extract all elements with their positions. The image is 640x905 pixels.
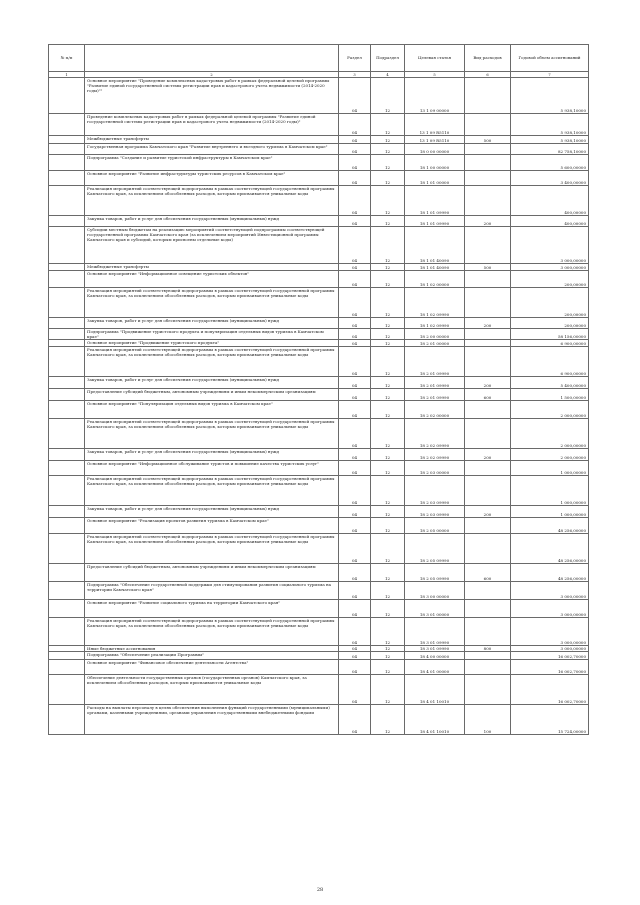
row-section-cell: 04 (339, 144, 371, 155)
row-subsection-cell: 12 (371, 419, 405, 449)
table-body (49, 78, 589, 735)
column-index: 2 (85, 72, 339, 78)
row-subsection-cell: 12 (371, 564, 405, 582)
row-number-cell (49, 155, 85, 171)
row-subsection-cell: 12 (371, 329, 405, 340)
row-amount-cell: 15 724,00000 (511, 705, 589, 735)
row-name-cell: Предоставление субсидий бюджетным, автономным учреждениям и иным некоммерческим организациям (85, 389, 339, 401)
table-row (49, 675, 589, 705)
row-target-article-cell: 18 1 01 09990 (405, 186, 465, 216)
row-amount-cell: 200,00000 (511, 271, 589, 288)
row-name-cell: Реализация мероприятий соответствующей подпрограммы в рамках соответствующей государственной программы Камчатского края, за исключением обособленных расходов, которым присваиваются уникальные коды (85, 534, 339, 564)
row-subsection-cell: 12 (371, 461, 405, 476)
row-target-article-cell: 18 3 01 09990 (405, 618, 465, 646)
row-subsection-cell: 12 (371, 288, 405, 318)
row-section-cell: 04 (339, 186, 371, 216)
row-target-article-cell: 18 1 01 40090 (405, 227, 465, 264)
row-section-cell: 04 (339, 78, 371, 114)
table-row (49, 534, 589, 564)
row-expense-type-cell (465, 419, 511, 449)
row-section-cell: 04 (339, 288, 371, 318)
row-amount-cell: 16 002,70000 (511, 675, 589, 705)
row-expense-type-cell (465, 582, 511, 600)
row-number-cell (49, 136, 85, 144)
row-number-cell (49, 347, 85, 377)
row-expense-type-cell (465, 652, 511, 660)
row-amount-cell: 400,00000 (511, 186, 589, 216)
row-name-cell: Предоставление субсидий бюджетным, автономным учреждениям и иным некоммерческим организациям (85, 564, 339, 582)
row-number-cell (49, 186, 85, 216)
row-target-article-cell: 18 2 02 09990 (405, 419, 465, 449)
col-header-name (85, 45, 339, 72)
row-amount-cell: 48 256,00000 (511, 564, 589, 582)
row-number-cell (49, 329, 85, 340)
row-subsection-cell: 12 (371, 660, 405, 675)
row-expense-type-cell (465, 340, 511, 347)
row-subsection-cell: 12 (371, 652, 405, 660)
row-target-article-cell: 18 1 01 40090 (405, 264, 465, 271)
row-target-article-cell: 13 1 09 R5110 (405, 136, 465, 144)
row-section-cell: 04 (339, 675, 371, 705)
row-amount-cell: 48 256,00000 (511, 518, 589, 534)
row-name-cell: Реализация мероприятий соответствующей подпрограммы в рамках соответствующей государственной программы Камчатского края, за исключением обособленных расходов, которым присваиваются уникальные коды (85, 288, 339, 318)
row-subsection-cell: 12 (371, 506, 405, 518)
table-row (49, 600, 589, 618)
row-amount-cell: 3 000,00000 (511, 582, 589, 600)
row-subsection-cell: 12 (371, 136, 405, 144)
row-number-cell (49, 582, 85, 600)
row-target-article-cell: 18 1 00 00000 (405, 155, 465, 171)
row-target-article-cell: 18 2 03 00000 (405, 461, 465, 476)
row-number-cell (49, 449, 85, 461)
row-name-cell: Основное мероприятие "Информационное освещение туристских объектов" (85, 271, 339, 288)
row-section-cell: 04 (339, 227, 371, 264)
row-expense-type-cell (465, 618, 511, 646)
row-expense-type-cell (465, 461, 511, 476)
table-row (49, 264, 589, 271)
row-name-cell: Основное мероприятие "Проведение комплексных кадастровых работ в рамках федеральной целевой программы "Развитие единой государственной системы регистрации прав и кадастрового учета недвижимости (2014-2020 годы)"" (85, 78, 339, 114)
table-row (49, 705, 589, 735)
row-number-cell (49, 506, 85, 518)
row-target-article-cell: 18 4 01 10010 (405, 705, 465, 735)
row-number-cell (49, 216, 85, 227)
row-name-cell: Основное мероприятие "Продвижение туристского продукта" (85, 340, 339, 347)
row-name-cell: Закупка товаров, работ и услуг для обеспечения государственных (муниципальных) нужд (85, 377, 339, 389)
row-number-cell (49, 476, 85, 506)
row-target-article-cell: 18 1 01 00000 (405, 171, 465, 186)
table-row (49, 652, 589, 660)
table-row (49, 340, 589, 347)
row-number-cell (49, 377, 85, 389)
row-amount-cell: 82 758,10000 (511, 144, 589, 155)
row-subsection-cell: 12 (371, 347, 405, 377)
row-expense-type-cell (465, 329, 511, 340)
column-index: 7 (511, 72, 589, 78)
col-header-section: Раздел (339, 45, 371, 72)
row-subsection-cell: 12 (371, 534, 405, 564)
row-subsection-cell: 12 (371, 227, 405, 264)
row-name-cell: Основное мероприятие "Информационное обслуживание туристов и повышение качества туристских услуг" (85, 461, 339, 476)
row-name-cell: Реализация мероприятий соответствующей подпрограммы в рамках соответствующей государственной программы Камчатского края, за исключением обособленных расходов, которым присваиваются уникальные коды (85, 476, 339, 506)
row-amount-cell: 3 000,00000 (511, 646, 589, 652)
row-target-article-cell: 18 0 00 00000 (405, 144, 465, 155)
row-target-article-cell: 18 2 02 09990 (405, 449, 465, 461)
row-section-cell: 04 (339, 377, 371, 389)
row-expense-type-cell: 600 (465, 389, 511, 401)
row-subsection-cell: 12 (371, 618, 405, 646)
col-header-subsection: Подраздел (371, 45, 405, 72)
row-subsection-cell: 12 (371, 600, 405, 618)
row-section-cell: 04 (339, 136, 371, 144)
row-number-cell (49, 564, 85, 582)
row-subsection-cell: 12 (371, 705, 405, 735)
row-subsection-cell: 12 (371, 675, 405, 705)
row-section-cell: 04 (339, 449, 371, 461)
row-subsection-cell: 12 (371, 476, 405, 506)
table-row (49, 564, 589, 582)
row-amount-cell: 3 000,00000 (511, 600, 589, 618)
row-number-cell (49, 675, 85, 705)
row-number-cell (49, 518, 85, 534)
table-row (49, 144, 589, 155)
row-expense-type-cell (465, 675, 511, 705)
table-row (49, 329, 589, 340)
row-expense-type-cell: 100 (465, 705, 511, 735)
row-expense-type-cell (465, 227, 511, 264)
row-section-cell: 04 (339, 506, 371, 518)
row-expense-type-cell: 500 (465, 264, 511, 271)
row-section-cell: 04 (339, 329, 371, 340)
row-expense-type-cell (465, 186, 511, 216)
row-section-cell: 04 (339, 646, 371, 652)
table-row (49, 155, 589, 171)
row-expense-type-cell: 200 (465, 318, 511, 329)
row-subsection-cell: 12 (371, 216, 405, 227)
row-subsection-cell: 12 (371, 155, 405, 171)
row-name-cell: Основное мероприятие "Развитие инфраструктуры туристских ресурсов в Камчатском крае" (85, 171, 339, 186)
row-section-cell: 04 (339, 155, 371, 171)
row-number-cell (49, 288, 85, 318)
row-amount-cell: 5 938,10000 (511, 78, 589, 114)
row-target-article-cell: 18 3 01 09990 (405, 646, 465, 652)
table-row (49, 506, 589, 518)
row-amount-cell: 1 000,00000 (511, 461, 589, 476)
row-number-cell (49, 264, 85, 271)
row-section-cell: 04 (339, 476, 371, 506)
col-header-annual-amount: Годовой объем ассигнований (511, 45, 589, 72)
row-number-cell (49, 705, 85, 735)
column-index: 6 (465, 72, 511, 78)
row-target-article-cell: 18 4 01 10010 (405, 675, 465, 705)
row-expense-type-cell (465, 600, 511, 618)
row-section-cell: 04 (339, 461, 371, 476)
col-header-expense-type: Вид расходов (465, 45, 511, 72)
row-expense-type-cell (465, 114, 511, 136)
row-amount-cell: 400,00000 (511, 216, 589, 227)
column-index: 3 (339, 72, 371, 78)
row-number-cell (49, 534, 85, 564)
row-expense-type-cell (465, 534, 511, 564)
table-row (49, 419, 589, 449)
table-row (49, 389, 589, 401)
row-subsection-cell: 12 (371, 518, 405, 534)
row-section-cell: 04 (339, 340, 371, 347)
column-index: 1 (49, 72, 85, 78)
row-amount-cell: 16 002,70000 (511, 660, 589, 675)
row-number-cell (49, 340, 85, 347)
row-target-article-cell: 18 1 01 09990 (405, 216, 465, 227)
table-row (49, 476, 589, 506)
row-amount-cell: 5 400,00000 (511, 377, 589, 389)
budget-table (48, 44, 589, 735)
row-name-cell: Закупка товаров, работ и услуг для обеспечения государственных (муниципальных) нужд (85, 449, 339, 461)
row-target-article-cell: 18 2 05 00000 (405, 518, 465, 534)
row-section-cell: 04 (339, 419, 371, 449)
row-expense-type-cell (465, 660, 511, 675)
row-number-cell (49, 660, 85, 675)
row-target-article-cell: 18 2 03 09990 (405, 476, 465, 506)
row-target-article-cell: 18 1 02 00000 (405, 271, 465, 288)
row-amount-cell: 48 256,00000 (511, 534, 589, 564)
row-target-article-cell: 18 2 01 09990 (405, 377, 465, 389)
row-number-cell (49, 600, 85, 618)
row-amount-cell: 6 900,00000 (511, 340, 589, 347)
row-subsection-cell: 12 (371, 377, 405, 389)
table-row (49, 449, 589, 461)
row-number-cell (49, 461, 85, 476)
row-amount-cell: 3 400,00000 (511, 171, 589, 186)
column-index: 5 (405, 72, 465, 78)
row-subsection-cell: 12 (371, 389, 405, 401)
row-expense-type-cell (465, 171, 511, 186)
row-subsection-cell: 12 (371, 646, 405, 652)
row-target-article-cell: 18 1 02 09990 (405, 318, 465, 329)
row-expense-type-cell (465, 155, 511, 171)
table-row (49, 401, 589, 419)
row-subsection-cell: 12 (371, 401, 405, 419)
row-name-cell: Реализация мероприятий соответствующей подпрограммы в рамках соответствующей государственной программы Камчатского края, за исключением обособленных расходов, которым присваиваются уникальные коды (85, 419, 339, 449)
row-number-cell (49, 227, 85, 264)
page-number: 28 (316, 887, 324, 893)
row-section-cell: 04 (339, 318, 371, 329)
row-target-article-cell: 18 2 05 09990 (405, 534, 465, 564)
row-amount-cell: 16 002,70000 (511, 652, 589, 660)
row-target-article-cell: 18 2 05 09990 (405, 564, 465, 582)
row-section-cell: 04 (339, 518, 371, 534)
table-row (49, 78, 589, 114)
row-amount-cell: 6 900,00000 (511, 347, 589, 377)
table-row (49, 227, 589, 264)
row-section-cell: 04 (339, 271, 371, 288)
table-row (49, 582, 589, 600)
row-number-cell (49, 401, 85, 419)
row-amount-cell: 3 000,00000 (511, 618, 589, 646)
table-row (49, 347, 589, 377)
row-subsection-cell: 12 (371, 582, 405, 600)
header-row (49, 45, 589, 72)
row-amount-cell: 5 938,10000 (511, 114, 589, 136)
row-subsection-cell: 12 (371, 318, 405, 329)
row-target-article-cell: 18 2 01 00000 (405, 340, 465, 347)
row-subsection-cell: 12 (371, 340, 405, 347)
row-name-cell: Подпрограмма "Обеспечение реализации Программы" (85, 652, 339, 660)
row-name-cell: Основное мероприятие "Популяризация отдельных видов туризма в Камчатском крае" (85, 401, 339, 419)
row-name-cell: Субсидии местным бюджетам на реализацию мероприятий соответствующей подпрограммы соответствующей государственной программы Камчатского края (за исключением мероприятий Инвестиционной программы Камчатского края и субсидий, которым присвоены отдельные коды) (85, 227, 339, 264)
row-expense-type-cell: 600 (465, 564, 511, 582)
row-expense-type-cell (465, 401, 511, 419)
table-row (49, 186, 589, 216)
row-amount-cell: 1 000,00000 (511, 506, 589, 518)
table-row (49, 461, 589, 476)
row-number-cell (49, 114, 85, 136)
row-expense-type-cell: 500 (465, 136, 511, 144)
row-target-article-cell: 18 2 01 09990 (405, 389, 465, 401)
row-section-cell: 04 (339, 660, 371, 675)
row-amount-cell: 5 600,00000 (511, 155, 589, 171)
row-name-cell: Реализация мероприятий соответствующей подпрограммы в рамках соответствующей государственной программы Камчатского края, за исключением обособленных расходов, которым присваиваются уникальные коды (85, 618, 339, 646)
row-expense-type-cell: 800 (465, 646, 511, 652)
row-section-cell: 04 (339, 114, 371, 136)
row-amount-cell: 58 156,00000 (511, 329, 589, 340)
row-subsection-cell: 12 (371, 449, 405, 461)
row-section-cell: 04 (339, 389, 371, 401)
row-expense-type-cell (465, 476, 511, 506)
row-section-cell: 04 (339, 564, 371, 582)
row-subsection-cell: 12 (371, 264, 405, 271)
row-expense-type-cell (465, 288, 511, 318)
row-number-cell (49, 318, 85, 329)
table-row (49, 318, 589, 329)
row-expense-type-cell: 200 (465, 449, 511, 461)
table-row (49, 171, 589, 186)
row-amount-cell: 3 000,00000 (511, 264, 589, 271)
row-amount-cell: 1 500,00000 (511, 389, 589, 401)
row-name-cell: Основное мероприятие "Реализация проектов развития туризма в Камчатском крае" (85, 518, 339, 534)
row-amount-cell: 3 000,00000 (511, 227, 589, 264)
row-section-cell: 04 (339, 600, 371, 618)
row-name-cell: Проведение комплексных кадастровых работ в рамках федеральной целевой программы "Развитие единой государственной системы регистрации прав и кадастрового учета недвижимости (2014-2020 годы)" (85, 114, 339, 136)
row-target-article-cell: 18 1 02 09990 (405, 288, 465, 318)
row-name-cell: Подпрограмма "Обеспечение государственной поддержки для стимулирования развития социального туризма на территории Камчатского края" (85, 582, 339, 600)
row-amount-cell: 200,00000 (511, 288, 589, 318)
row-number-cell (49, 144, 85, 155)
col-header-number: № п/п (49, 45, 85, 72)
table-row (49, 114, 589, 136)
row-number-cell (49, 618, 85, 646)
row-target-article-cell: 18 2 00 00000 (405, 329, 465, 340)
row-amount-cell: 2 000,00000 (511, 449, 589, 461)
row-name-cell: Реализация мероприятий соответствующей подпрограммы в рамках соответствующей государственной программы Камчатского края, за исключением обособленных расходов, которым присваиваются уникальные коды (85, 186, 339, 216)
row-name-cell: Закупка товаров, работ и услуг для обеспечения государственных (муниципальных) нужд (85, 506, 339, 518)
row-subsection-cell: 12 (371, 171, 405, 186)
row-name-cell: Иные бюджетные ассигнования (85, 646, 339, 652)
table-row (49, 518, 589, 534)
row-target-article-cell: 18 3 01 00000 (405, 600, 465, 618)
row-section-cell: 04 (339, 534, 371, 564)
row-name-cell: Основное мероприятие "Развитие социального туризма на территории Камчатского края" (85, 600, 339, 618)
row-name-cell: Расходы на выплаты персоналу в целях обеспечения выполнения функций государственными (муниципальными) органами, казенными учреждениями, органами управления государственными внебюджетными фондами (85, 705, 339, 735)
row-expense-type-cell (465, 144, 511, 155)
row-amount-cell: 2 000,00000 (511, 419, 589, 449)
row-section-cell: 04 (339, 171, 371, 186)
row-section-cell: 04 (339, 264, 371, 271)
row-name-cell: Подпрограмма "Продвижение туристского продукта и популяризация отдельных видов туризма в Камчатском крае" (85, 329, 339, 340)
row-expense-type-cell (465, 271, 511, 288)
table-row (49, 377, 589, 389)
row-number-cell (49, 652, 85, 660)
row-name-cell: Межбюджетные трансферты (85, 136, 339, 144)
row-name-cell: Основное мероприятие "Финансовое обеспечение деятельности Агентства" (85, 660, 339, 675)
row-number-cell (49, 419, 85, 449)
row-name-cell: Закупка товаров, работ и услуг для обеспечения государственных (муниципальных) нужд (85, 216, 339, 227)
row-target-article-cell: 18 4 01 00000 (405, 660, 465, 675)
row-expense-type-cell: 200 (465, 377, 511, 389)
column-index: 4 (371, 72, 405, 78)
row-section-cell: 04 (339, 705, 371, 735)
table-row (49, 136, 589, 144)
row-expense-type-cell (465, 518, 511, 534)
row-target-article-cell: 13 1 09 00000 (405, 78, 465, 114)
row-name-cell: Обеспечение деятельности государственных органов (государственных органов) Камчатского края, за исключением обособленных расходов, которым присваиваются уникальные коды (85, 675, 339, 705)
row-expense-type-cell: 200 (465, 506, 511, 518)
row-target-article-cell: 18 2 01 09990 (405, 347, 465, 377)
row-name-cell: Межбюджетные трансферты (85, 264, 339, 271)
row-section-cell: 04 (339, 216, 371, 227)
row-target-article-cell: 18 2 02 00000 (405, 401, 465, 419)
row-number-cell (49, 78, 85, 114)
row-section-cell: 04 (339, 618, 371, 646)
row-subsection-cell: 12 (371, 114, 405, 136)
table-row (49, 288, 589, 318)
row-expense-type-cell (465, 347, 511, 377)
row-subsection-cell: 12 (371, 144, 405, 155)
row-section-cell: 04 (339, 401, 371, 419)
table-row (49, 216, 589, 227)
row-section-cell: 04 (339, 652, 371, 660)
row-subsection-cell: 12 (371, 186, 405, 216)
row-name-cell: Закупка товаров, работ и услуг для обеспечения государственных (муниципальных) нужд (85, 318, 339, 329)
row-amount-cell: 5 938,10000 (511, 136, 589, 144)
row-target-article-cell: 18 3 00 00000 (405, 582, 465, 600)
row-expense-type-cell (465, 78, 511, 114)
row-name-cell: Реализация мероприятий соответствующей подпрограммы в рамках соответствующей государственной программы Камчатского края, за исключением обособленных расходов, которым присваиваются уникальные коды (85, 347, 339, 377)
col-header-target-article: Целевая статья (405, 45, 465, 72)
row-number-cell (49, 389, 85, 401)
row-name-cell: Подпрограмма "Создание и развитие туристской инфраструктуры в Камчатском крае" (85, 155, 339, 171)
row-section-cell: 04 (339, 347, 371, 377)
row-amount-cell: 200,00000 (511, 318, 589, 329)
row-amount-cell: 1 000,00000 (511, 476, 589, 506)
row-subsection-cell: 12 (371, 78, 405, 114)
row-amount-cell: 2 000,00000 (511, 401, 589, 419)
row-subsection-cell: 12 (371, 271, 405, 288)
table-row (49, 618, 589, 646)
row-expense-type-cell: 200 (465, 216, 511, 227)
row-number-cell (49, 171, 85, 186)
row-section-cell: 04 (339, 582, 371, 600)
row-name-cell: Государственная программа Камчатского края "Развитие внутреннего и въездного туризма в Камчатском крае" (85, 144, 339, 155)
row-target-article-cell: 13 1 09 R5110 (405, 114, 465, 136)
row-target-article-cell: 18 2 03 09990 (405, 506, 465, 518)
table-row (49, 271, 589, 288)
table-row (49, 660, 589, 675)
row-number-cell (49, 271, 85, 288)
row-target-article-cell: 18 4 00 00000 (405, 652, 465, 660)
